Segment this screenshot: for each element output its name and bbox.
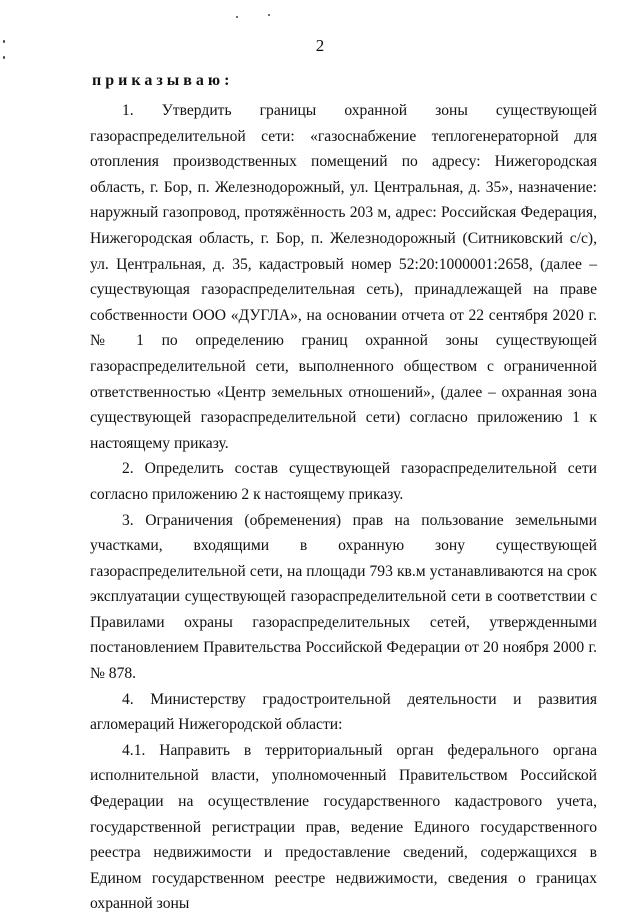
paragraph-1: 1. Утвердить границы охранной зоны существующей газораспределительной сети: «газоснабжение теплогенераторной для отопления производственных помещений по адресу: Нижегородская область, г. Бор, п. Железнодорожный, ул. Центральная, д. 35», назначение: наружный газопровод, протяжённость 203 м, адрес: Российская Федерация, Нижегородская область, г. Бор, п. Железнодорожный (Ситниковский с/с), ул. Центральная, д. 35, кадастровый номер 52:20:1000001:2658, (далее – существующая газораспределительная сеть), принадлежащей на праве собственности ООО «ДУГЛА», на основании отчета от 22 сентября 2020 г. № 1 по определению границ охранной зоны существующей газораспределительной сети, выполненного обществом с ограниченной ответственностью «Центр земельных отношений», (далее – охранная зона существующей газораспределительной сети) согласно приложению 1 к настоящему приказу.: [90, 102, 597, 452]
scan-speck: [236, 16, 238, 18]
document-body: [90, 98, 597, 917]
scan-speck: [268, 14, 270, 16]
paragraph-4-1: 4.1. Направить в территориальный орган федерального органа исполнительной власти, уполномоченный Правительством Российской Федерации на осуществление государственного кадастрового учета, государственной регистрации прав, ведение Единого государственного реестра недвижимости и предоставление сведений, содержащихся в Едином государственном реестре недвижимости, сведения о границах охранной зоны: [90, 741, 597, 913]
paragraph-4: 4. Министерству градостроительной деятельности и развития агломераций Нижегородской области:: [90, 690, 597, 734]
scan-speck: [3, 56, 5, 59]
page-number: 2: [315, 36, 325, 55]
paragraph-2: 2. Определить состав существующей газораспределительной сети согласно приложению 2 к настоящему приказу.: [90, 460, 597, 503]
order-heading: приказываю:: [92, 72, 234, 89]
paragraph-3: 3. Ограничения (обременения) прав на пользование земельными участками, входящими в охранную зону существующей газораспределительной сети, на площади 793 кв.м устанавливаются на срок эксплуатации существующей газораспределительной сети в соответствии с Правилами охраны газораспределительных сетей, утвержденными постановлением Правительства Российской Федерации от 20 ноября 2000 г. № 878.: [90, 511, 597, 683]
